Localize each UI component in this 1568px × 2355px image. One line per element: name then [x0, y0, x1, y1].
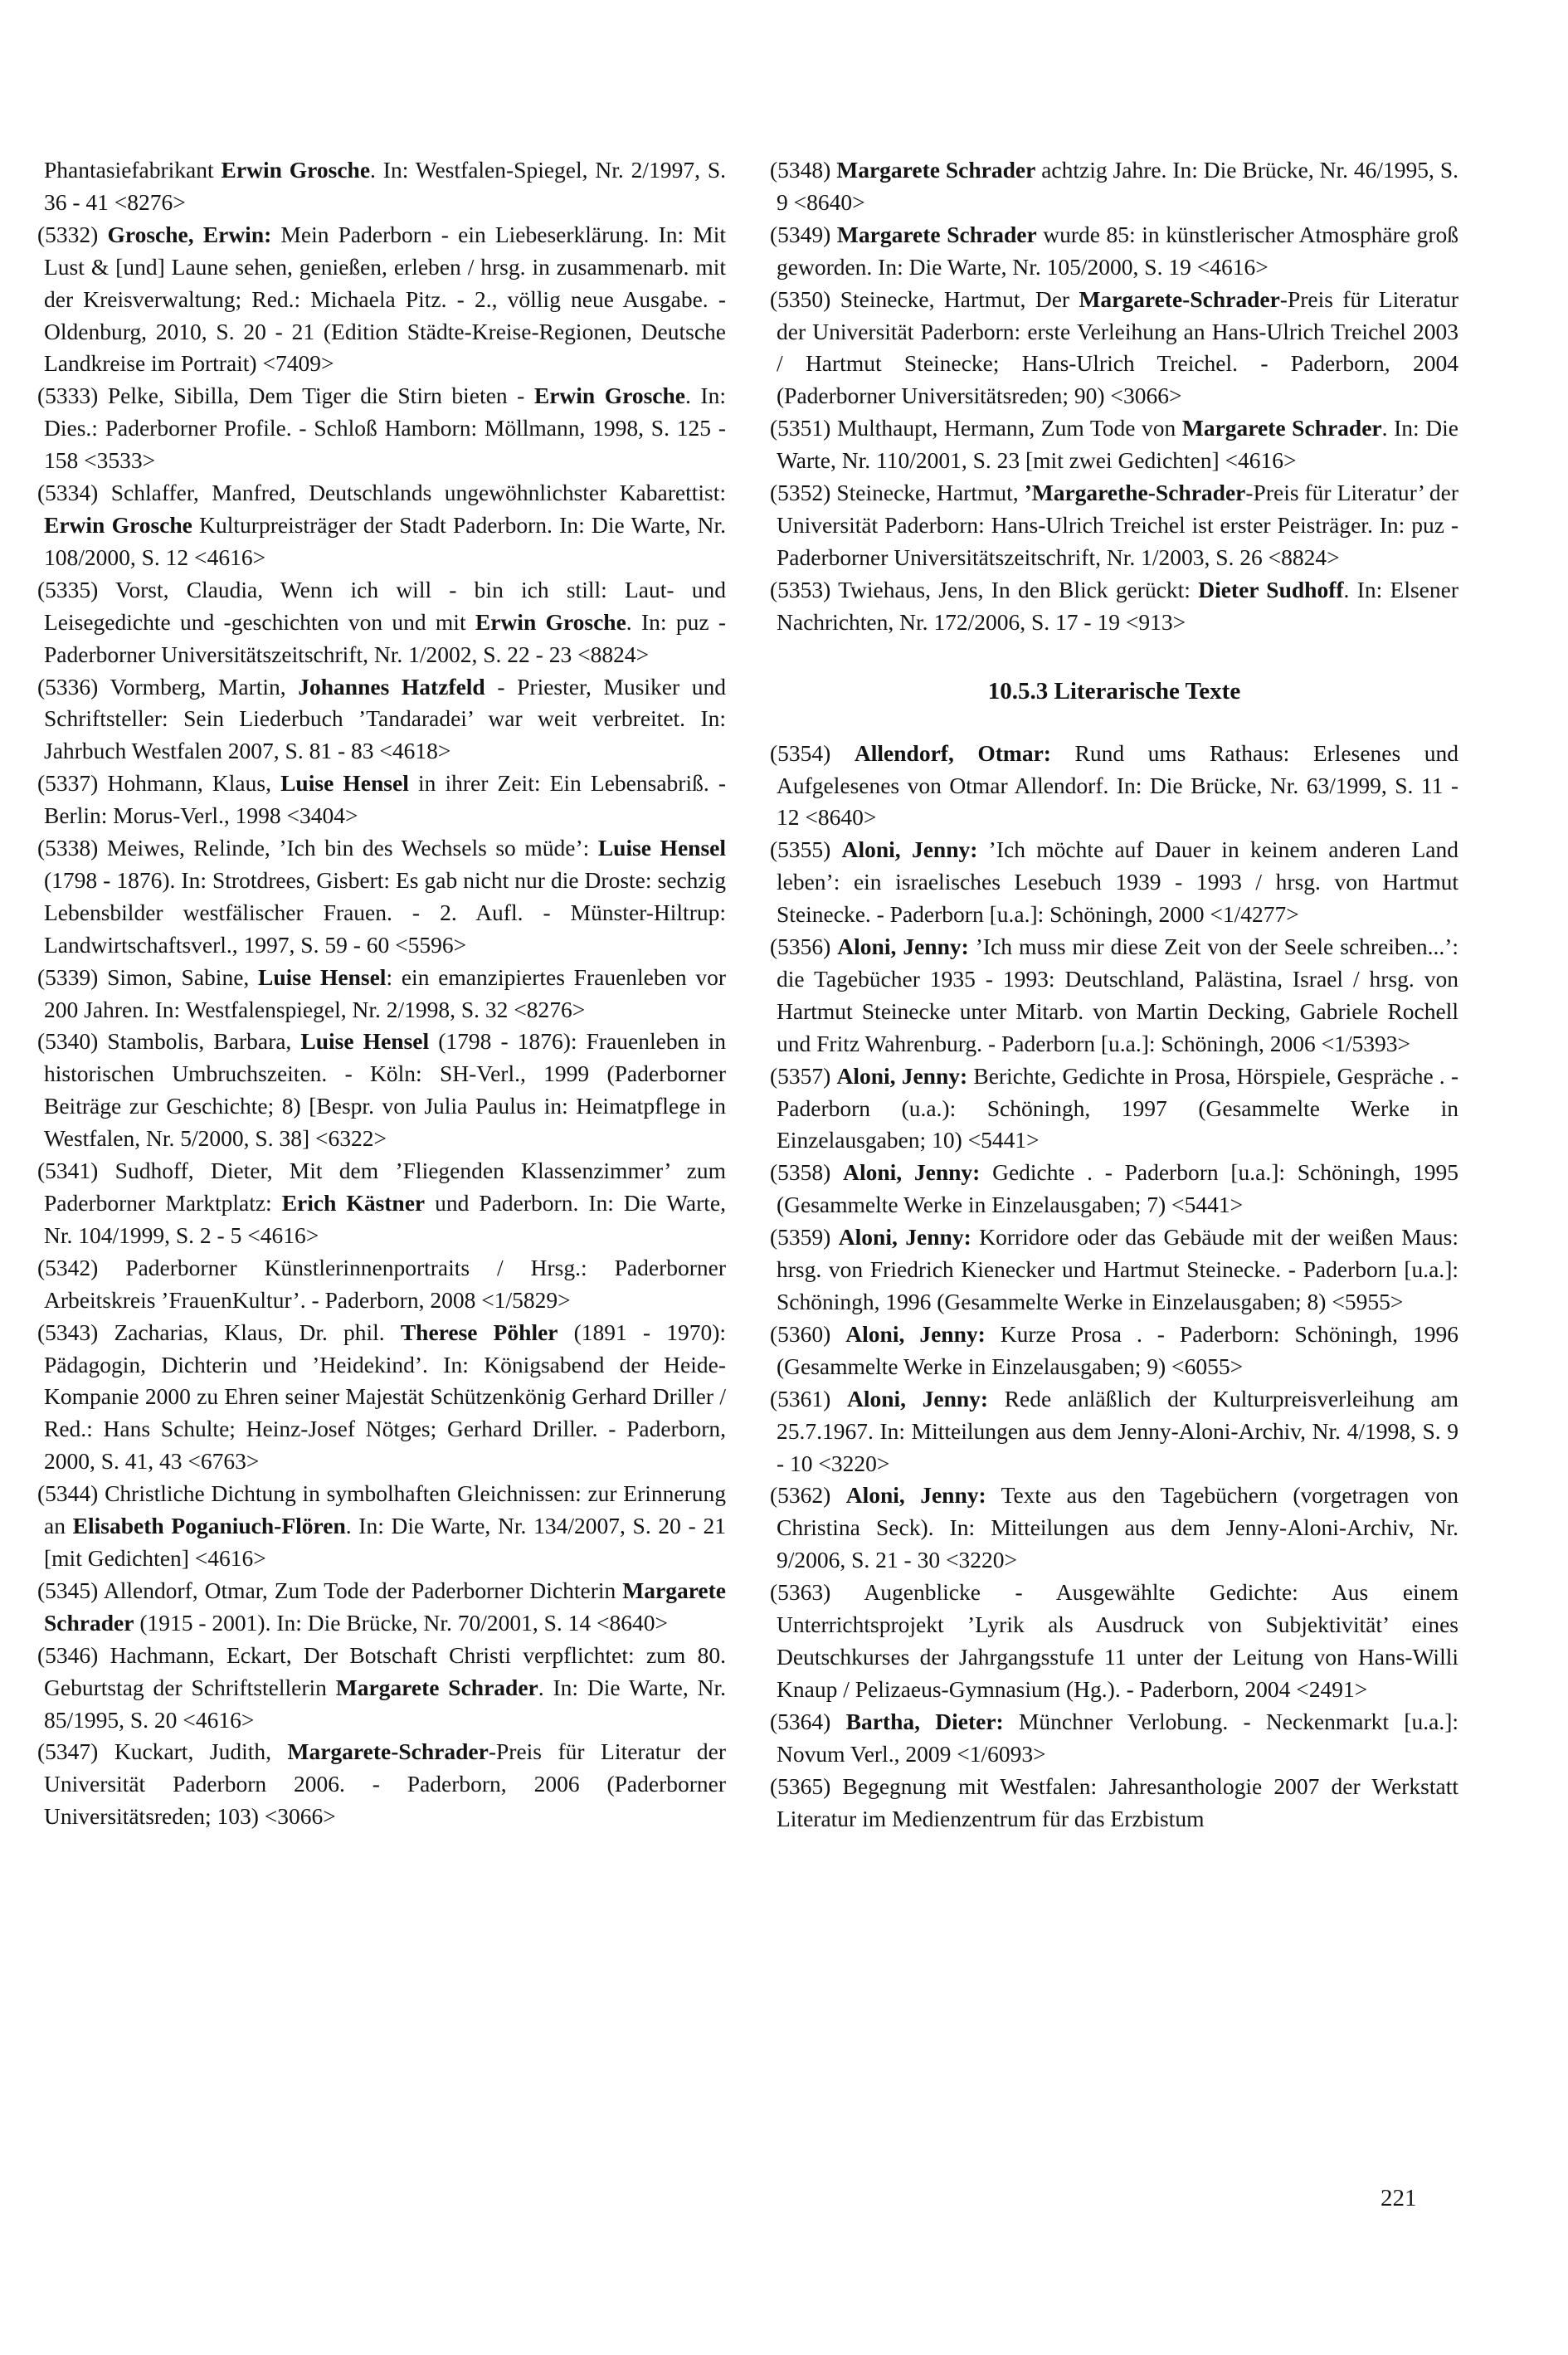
entry-text: ’Ich muss mir diese Zeit von der Seele schreiben...’: die Tagebücher 1935 - 1993: Deutschland, Palästina, Israel / hrsg. von Hartmut Steinecke unter Mitarb. von Martin Decking, Gabriele Rochell und Fritz Wahrenburg. - Paderborn [u.a.]: Schöningh, 2006 <1/5393>	[777, 934, 1458, 1056]
entry-number: (5358)	[770, 1159, 831, 1186]
entry-number: (5343)	[37, 1319, 99, 1345]
entry-text: Meiwes, Relinde, ’Ich bin des Wechsels so müde’:	[106, 835, 598, 861]
right-column	[770, 154, 1458, 1835]
entry-number: (5365)	[770, 1772, 831, 1799]
entry-highlight: Aloni, Jenny:	[841, 836, 978, 863]
entry-highlight: Aloni, Jenny:	[837, 934, 969, 960]
entry-text: -Preis für Literatur der Universität Paderborn: erste Verleihung an Hans-Ulrich Treichel 2003 / Hartmut Steinecke; Hans-Ulrich Treichel. - Paderborn, 2004 (Paderborner Universitätsreden; 90) <3066>	[777, 285, 1459, 409]
page-number: 221	[1381, 2185, 1417, 2211]
entry-highlight: Erwin Grosche	[44, 511, 192, 538]
entry-number: (5354)	[770, 739, 831, 766]
entry-text: achtzig Jahre. In: Die Brücke, Nr. 46/1995, S. 9 <8640>	[777, 157, 1458, 215]
entry-number: (5345)	[37, 1577, 99, 1603]
bibliography-entry	[770, 1157, 1458, 1221]
entry-text: Simon, Sabine,	[107, 963, 259, 990]
entry-highlight: Aloni, Jenny:	[846, 1385, 989, 1412]
entry-number: (5337)	[37, 770, 99, 797]
entry-text: Vormberg, Martin,	[110, 673, 299, 700]
bibliography-entry	[37, 1026, 726, 1155]
right-column-bottom	[770, 738, 1458, 1836]
entry-highlight: ’Margarethe-Schrader	[1024, 480, 1246, 506]
entry-highlight: Margarete Schrader	[44, 1577, 726, 1636]
entry-text: Münchner Verlobung. - Neckenmarkt [u.a.]: Novum Verl., 2009 <1/6093>	[777, 1708, 1459, 1767]
entry-text: Stambolis, Barbara,	[107, 1028, 301, 1055]
bibliography-entry	[770, 574, 1458, 639]
entry-text: . In: Die Warte, Nr. 134/2007, S. 20 - 21 [mit Gedichten] <4616>	[44, 1513, 726, 1571]
entry-text: Multhaupt, Hermann, Zum Tode von	[836, 415, 1182, 441]
entry-text: Berichte, Gedichte in Prosa, Hörspiele, Gespräche . - Paderborn (u.a.): Schöningh, 1997 (Gesammelte Werke in Einzelausgaben; 10) <5441>	[777, 1062, 1459, 1153]
entry-number: (5340)	[37, 1028, 99, 1055]
entry-number: (5357)	[770, 1062, 831, 1089]
entry-number: (5362)	[770, 1482, 831, 1509]
bibliography-entry	[37, 671, 726, 768]
bibliography-entry	[37, 219, 726, 381]
entry-text: . In: Die Warte, Nr. 85/1995, S. 20 <4616>	[44, 1674, 726, 1733]
entry-text: . In: puz - Paderborner Universitätszeitschrift, Nr. 1/2002, S. 22 - 23 <8824>	[44, 608, 726, 667]
entry-text: - Priester, Musiker und Schriftsteller: Sein Liederbuch ’Tandaradei’ war weit verbreitet. In: Jahrbuch Westfalen 2007, S. 81 - 83 <4618>	[44, 673, 727, 764]
entry-text: Kulturpreisträger der Stadt Paderborn. In: Die Warte, Nr. 108/2000, S. 12 <4616>	[44, 511, 726, 570]
bibliography-entry	[37, 1736, 726, 1833]
entry-number: (5363)	[770, 1579, 831, 1606]
bibliography-entry	[770, 219, 1458, 284]
entry-highlight: Erwin Grosche	[533, 383, 686, 409]
bibliography-entry	[37, 832, 726, 962]
entry-highlight: Erwin Grosche	[475, 608, 626, 635]
entry-text: (1798 - 1876): Frauenleben in historischen Umbruchszeiten. - Köln: SH-Verl., 1999 (Paderborner Beiträge zur Geschichte; 8) [Bespr. von Julia Paulus in: Heimatpflege in Westfalen, Nr. 5/2000, S. 38] <6322>	[44, 1028, 727, 1152]
entry-number: (5352)	[770, 480, 831, 506]
entry-text: Korridore oder das Gebäude mit der weißen Maus: hrsg. von Friedrich Kienecker und Hartmut Steinecke. - Paderborn [u.a.]: Schöningh, 1996 (Gesammelte Werke in Einzelausgaben; 8) <5955>	[777, 1224, 1458, 1314]
entry-text: Phantasiefabrikant	[44, 157, 222, 183]
entry-text: . In: Dies.: Paderborner Profile. - Schloß Hamborn: Möllmann, 1998, S. 125 - 158 <3533>	[44, 383, 726, 474]
entry-number: (5346)	[37, 1641, 99, 1668]
entry-text: Allendorf, Otmar, Zum Tode der Paderborner Dichterin	[103, 1577, 623, 1603]
bibliography-entry	[770, 1771, 1458, 1836]
entry-number: (5351)	[770, 415, 831, 441]
entry-text: (1798 - 1876). In: Strotdrees, Gisbert: Es gab nicht nur die Droste: sechzig Lebensbilder westfälischer Frauen. - 2. Aufl. - Münster-Hiltrup: Landwirtschaftsverl., 1997, S. 59 - 60 <5596>	[44, 866, 726, 958]
entry-text: : ein emanzipiertes Frauenleben vor 200 Jahren. In: Westfalenspiegel, Nr. 2/1998, S. 32 <8276>	[44, 963, 727, 1022]
bibliography-entry	[37, 380, 726, 477]
bibliography-entry	[37, 154, 726, 219]
entry-highlight: Erwin Grosche	[221, 157, 371, 183]
entry-highlight: Bartha, Dieter:	[845, 1708, 1004, 1734]
entry-text: Twiehaus, Jens, In den Blick gerückt:	[838, 576, 1199, 602]
entry-highlight: Erich Kästner	[281, 1190, 426, 1216]
entry-number: (5361)	[770, 1385, 831, 1412]
entry-highlight: Luise Hensel	[597, 835, 726, 861]
entry-number: (5355)	[770, 836, 831, 863]
section-heading: 10.5.3 Literarische Texte	[987, 677, 1241, 705]
entry-number: (5350)	[770, 285, 831, 312]
entry-text: Begegnung mit Westfalen: Jahresanthologie 2007 der Werkstatt Literatur im Medienzentrum für das Erzbistum	[777, 1772, 1459, 1831]
entry-number: (5334)	[37, 480, 99, 506]
entry-highlight: Margarete Schrader	[335, 1674, 538, 1700]
entry-number: (5348)	[770, 157, 831, 183]
entry-highlight: Margarete-Schrader	[287, 1738, 489, 1765]
entry-highlight: Aloni, Jenny:	[836, 1062, 968, 1089]
entry-highlight: Aloni, Jenny:	[845, 1320, 986, 1347]
entry-text: -Preis für Literatur der Universität Paderborn 2006. - Paderborn, 2006 (Paderborner Universitätsreden; 103) <3066>	[44, 1738, 726, 1830]
entry-number: (5347)	[37, 1738, 99, 1765]
left-column	[37, 154, 726, 1833]
entry-text: Kuckart, Judith,	[114, 1738, 288, 1765]
bibliography-entry	[770, 1706, 1458, 1771]
entry-text: Steinecke, Hartmut,	[836, 480, 1025, 506]
bibliography-entry	[37, 1575, 726, 1640]
bibliography-entry	[770, 1577, 1458, 1706]
bibliography-entry	[37, 574, 726, 671]
entry-text: Sudhoff, Dieter, Mit dem ’Fliegenden Klassenzimmer’ zum Paderborner Marktplatz:	[44, 1158, 726, 1216]
bibliography-entry	[37, 1640, 726, 1737]
entry-text: . In: Westfalen-Spiegel, Nr. 2/1997, S. 36 - 41 <8276>	[44, 157, 726, 215]
bibliography-entry	[770, 738, 1458, 835]
bibliography-entry	[37, 962, 726, 1026]
entry-number: (5341)	[37, 1158, 99, 1184]
entry-highlight: Margarete Schrader	[836, 221, 1037, 247]
bibliography-entry	[37, 1252, 726, 1317]
bibliography-entry	[770, 1480, 1458, 1577]
entry-text: Rede anläßlich der Kulturpreisverleihung am 25.7.1967. In: Mitteilungen aus dem Jenny-Aloni-Archiv, Nr. 4/1998, S. 9 - 10 <3220>	[777, 1385, 1459, 1476]
entry-text: Schlaffer, Manfred, Deutschlands ungewöhnlichster Kabarettist:	[110, 480, 726, 506]
entry-text: . In: Elsener Nachrichten, Nr. 172/2006, S. 17 - 19 <913>	[777, 576, 1458, 635]
entry-number: (5336)	[37, 673, 99, 700]
entry-text: in ihrer Zeit: Ein Lebensabriß. - Berlin: Morus-Verl., 1998 <3404>	[44, 770, 727, 829]
entry-text: Hohmann, Klaus,	[107, 770, 281, 797]
entry-highlight: Johannes Hatzfeld	[298, 673, 485, 700]
bibliography-entry	[770, 284, 1458, 413]
entry-number: (5360)	[770, 1320, 831, 1347]
entry-highlight: Therese Pöhler	[400, 1319, 558, 1345]
bibliography-entry	[770, 834, 1458, 931]
entry-text: Hachmann, Eckart, Der Botschaft Christi verpflichtet: zum 80. Geburtstag der Schriftstellerin	[44, 1641, 726, 1700]
entry-text: Pelke, Sibilla, Dem Tiger die Stirn bieten -	[107, 383, 534, 409]
entry-number: (5335)	[37, 576, 99, 602]
entry-text: . In: Die Warte, Nr. 110/2001, S. 23 [mit zwei Gedichten] <4616>	[777, 415, 1458, 474]
entry-highlight: Aloni, Jenny:	[838, 1224, 971, 1251]
entry-highlight: Allendorf, Otmar:	[854, 739, 1051, 766]
entry-number: (5333)	[37, 383, 99, 409]
right-column-top	[770, 154, 1458, 639]
entry-number: (5332)	[37, 221, 99, 247]
entry-highlight: Luise Hensel	[280, 770, 409, 797]
entry-highlight: Aloni, Jenny:	[845, 1482, 986, 1509]
bibliography-entry	[37, 1317, 726, 1479]
entry-text: Vorst, Claudia, Wenn ich will - bin ich still: Laut- und Leisegedichte und -geschichten von und mit	[44, 576, 726, 635]
entry-number: (5344)	[37, 1480, 99, 1507]
entry-text: (1891 - 1970): Pädagogin, Dichterin und ’Heidekind’. In: Königsabend der Heide-Kompanie 2000 zu Ehren seiner Majestät Schützenkönig Gerhard Driller / Red.: Hans Schulte; Heinz-Josef Nötges; Gerhard Driller. - Paderborn, 2000, S. 41, 43 <6763>	[44, 1319, 727, 1475]
entry-number: (5364)	[770, 1708, 831, 1734]
entry-number: (5349)	[770, 221, 831, 247]
entry-text: -Preis für Literatur’ der Universität Paderborn: Hans-Ulrich Treichel ist erster Peisträger. In: puz - Paderborner Universitätszeitschrift, Nr. 1/2003, S. 26 <8824>	[777, 480, 1459, 570]
entry-text: Texte aus den Tagebüchern (vorgetragen von Christina Seck). In: Mitteilungen aus dem Jenny-Aloni-Archiv, Nr. 9/2006, S. 21 - 30 <3220>	[777, 1482, 1458, 1573]
bibliography-entry	[37, 1155, 726, 1252]
bibliography-entry	[770, 1221, 1458, 1319]
entry-highlight: Luise Hensel	[258, 963, 387, 990]
bibliography-entry	[770, 931, 1458, 1060]
entry-text: (1915 - 2001). In: Die Brücke, Nr. 70/2001, S. 14 <8640>	[134, 1609, 669, 1636]
entry-number: (5339)	[37, 963, 99, 990]
bibliography-entry	[770, 477, 1458, 574]
entry-number: (5356)	[770, 934, 831, 960]
entry-text: Paderborner Künstlerinnenportraits / Hrsg.: Paderborner Arbeitskreis ’FrauenKultur’. - Paderborn, 2008 <1/5829>	[44, 1254, 727, 1313]
entry-text: Gedichte . - Paderborn [u.a.]: Schöningh, 1995 (Gesammelte Werke in Einzelausgaben; 7) <5441>	[777, 1159, 1459, 1218]
entry-text: Augenblicke - Ausgewählte Gedichte: Aus einem Unterrichtsprojekt ’Lyrik als Ausdruck von Subjektivität’ eines Deutschkurses der Jahrgangsstufe 11 unter der Leitung von Hans-Willi Knaup / Pelizaeus-Gymnasium (Hg.). - Paderborn, 2004 <2491>	[777, 1579, 1459, 1702]
entry-highlight: Elisabeth Poganiuch-Flören	[72, 1513, 346, 1539]
entry-number: (5353)	[770, 576, 831, 602]
entry-highlight: Margarete Schrader	[1181, 415, 1382, 441]
entry-highlight: Grosche, Erwin:	[107, 221, 272, 247]
entry-number: (5359)	[770, 1224, 831, 1251]
bibliography-entry	[770, 1319, 1458, 1383]
bibliography-entry	[770, 412, 1458, 477]
bibliography-entry	[770, 1383, 1458, 1480]
entry-number: (5338)	[37, 835, 99, 861]
entry-highlight: Dieter Sudhoff	[1198, 576, 1344, 602]
entry-text: Steinecke, Hartmut, Der	[840, 285, 1079, 312]
entry-highlight: Margarete-Schrader	[1079, 285, 1280, 312]
entry-text: Kurze Prosa . - Paderborn: Schöningh, 1996 (Gesammelte Werke in Einzelausgaben; 9) <6055>	[777, 1320, 1459, 1379]
entry-text: wurde 85: in künstlerischer Atmosphäre groß geworden. In: Die Warte, Nr. 105/2000, S. 19 <4616>	[777, 221, 1458, 280]
entry-text: und Paderborn. In: Die Warte, Nr. 104/1999, S. 2 - 5 <4616>	[44, 1190, 726, 1248]
entry-text: Zacharias, Klaus, Dr. phil.	[114, 1319, 401, 1345]
bibliography-entry	[770, 154, 1458, 219]
entry-number: (5342)	[37, 1254, 99, 1280]
bibliography-entry	[37, 477, 726, 574]
bibliography-entry	[37, 1478, 726, 1575]
entry-text: Christliche Dichtung in symbolhaften Gleichnissen: zur Erinnerung an	[44, 1480, 727, 1539]
entry-text: Mein Paderborn - ein Liebeserklärung. In: Mit Lust & [und] Laune sehen, genießen, erleben / hrsg. in zusammenarb. mit der Kreisverwaltung; Red.: Michaela Pitz. - 2., völlig neue Ausgabe. - Oldenburg, 2010, S. 20 - 21 (Edition Städte-Kreise-Regionen, Deutsche Landkreise im Portrait) <7409>	[44, 221, 726, 377]
entry-highlight: Luise Hensel	[300, 1028, 430, 1055]
entry-text: ’Ich möchte auf Dauer in keinem anderen Land leben’: ein israelisches Lesebuch 1939 - 1993 / hrsg. von Hartmut Steinecke. - Paderborn [u.a.]: Schöningh, 2000 <1/4277>	[777, 836, 1458, 928]
entry-text: Rund ums Rathaus: Erlesenes und Aufgelesenes von Otmar Allendorf. In: Die Brücke, Nr. 63/1999, S. 11 - 12 <8640>	[777, 739, 1458, 831]
bibliography-entry	[770, 1060, 1458, 1158]
bibliography-entry	[37, 768, 726, 832]
entry-highlight: Aloni, Jenny:	[843, 1159, 981, 1186]
entry-highlight: Margarete Schrader	[836, 157, 1036, 183]
